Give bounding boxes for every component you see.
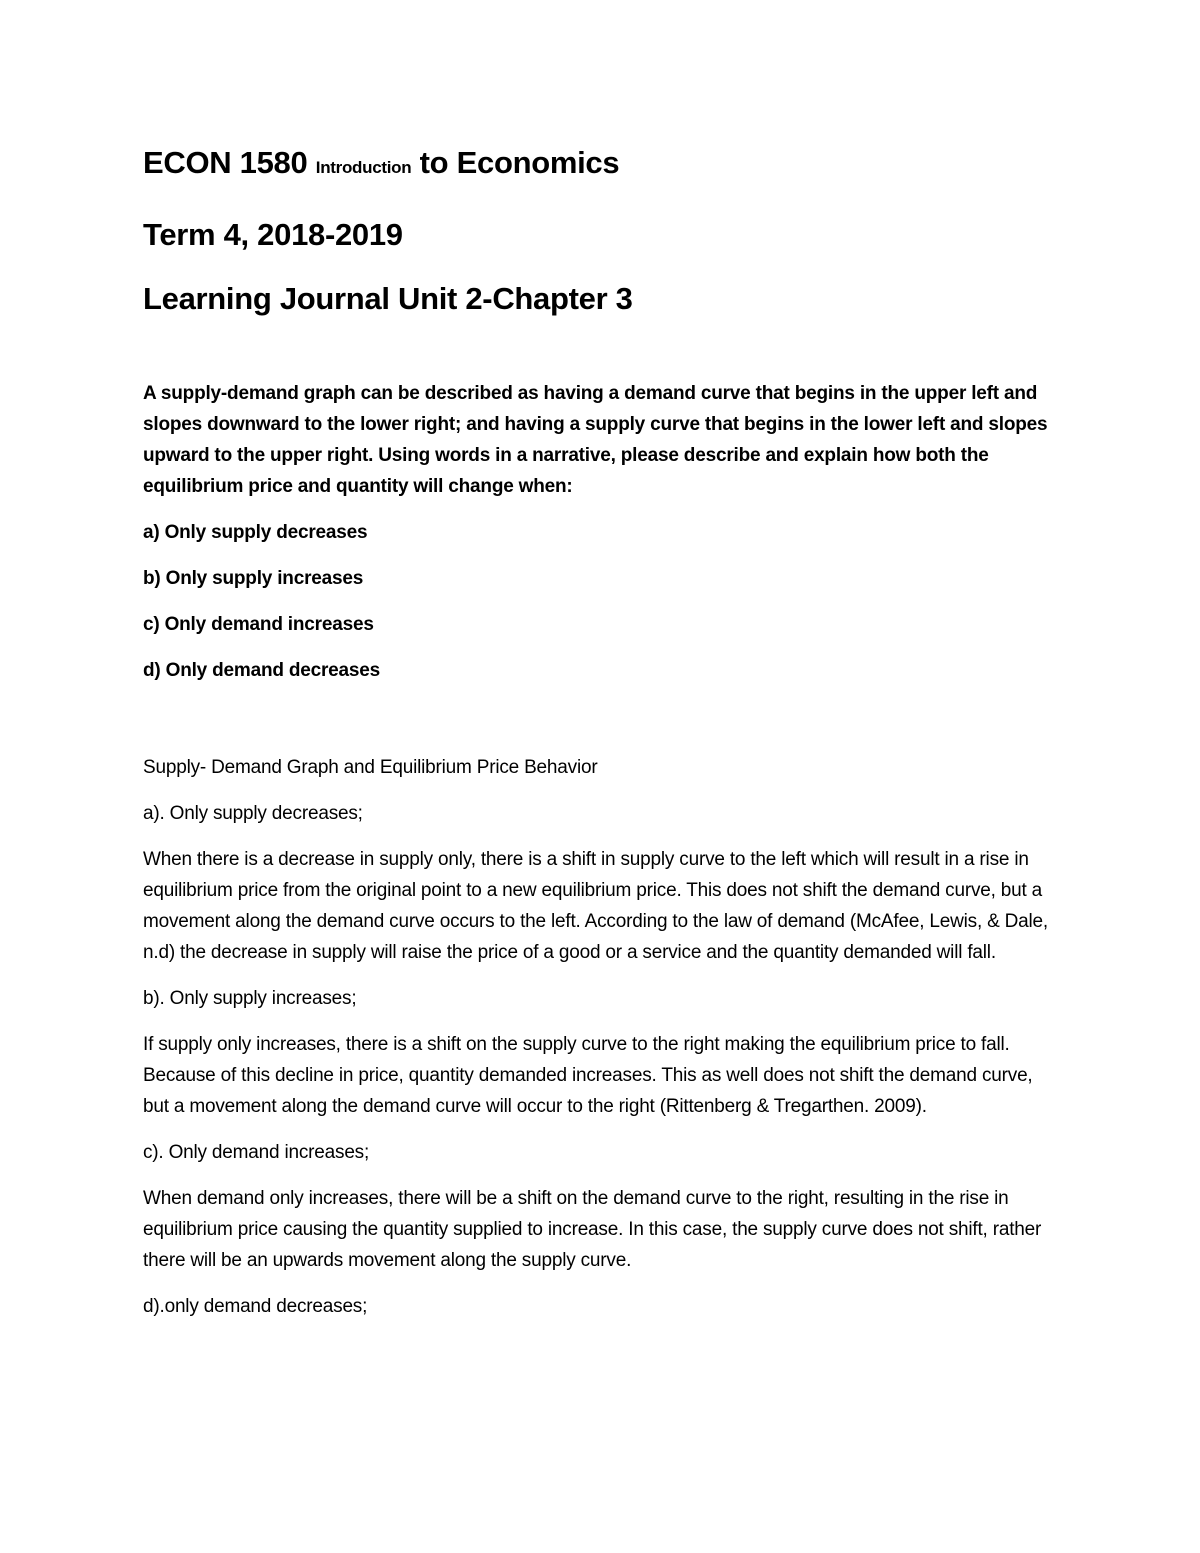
course-code: ECON 1580: [143, 145, 308, 180]
answer-d-label: d).only demand decreases;: [143, 1296, 368, 1317]
answer-a-text: When there is a decrease in supply only, there is a shift in supply curve to the left which will result in a rise in equilibrium price from the original point to a new equilibrium price. This does not shift the demand curve, but a movement along the demand curve occurs to the left. According to the law of demand (McAfee, Lewis, & Dale, n.d) the decrease in supply will raise the price of a good or a service and the quantity demanded will fall.: [143, 849, 1049, 963]
assignment-title: Learning Journal Unit 2-Chapter 3: [143, 281, 633, 316]
term-title: Term 4, 2018-2019: [143, 217, 403, 252]
question-b: b) Only supply increases: [143, 568, 364, 589]
question-a: a) Only supply decreases: [143, 522, 368, 543]
answer-b-text: If supply only increases, there is a shift on the supply curve to the right making the equilibrium price to fall. Because of this decline in price, quantity demanded increases. This as well does not shift the demand curve, but a movement along the demand curve will occur to the right (Rittenberg & Tregarthen. 2009).: [143, 1034, 1033, 1117]
course-intro: Introduction: [315, 158, 412, 177]
assignment-prompt: A supply-demand graph can be described as having a demand curve that begins in the upper left and slopes downward to the lower right; and having a supply curve that begins in the lower left and slopes upward to the upper right. Using words in a narrative, please describe and explain how both the equilibrium price and quantity will change when:: [143, 383, 1048, 497]
answer-c-label: c). Only demand increases;: [143, 1142, 370, 1163]
answer-a-label: a). Only supply decreases;: [143, 803, 363, 824]
question-d: d) Only demand decreases: [143, 660, 381, 681]
course-title: [143, 143, 1063, 188]
question-c: c) Only demand increases: [143, 614, 374, 635]
answer-heading: Supply- Demand Graph and Equilibrium Price Behavior: [143, 757, 598, 778]
answer-c-text: When demand only increases, there will be a shift on the demand curve to the right, resulting in the rise in equilibrium price causing the quantity supplied to increase. In this case, the supply curve does not shift, rather there will be an upwards movement along the supply curve.: [143, 1188, 1042, 1271]
document-content: [143, 143, 1063, 1322]
course-rest: to Economics: [419, 145, 620, 180]
answer-b-label: b). Only supply increases;: [143, 988, 357, 1009]
